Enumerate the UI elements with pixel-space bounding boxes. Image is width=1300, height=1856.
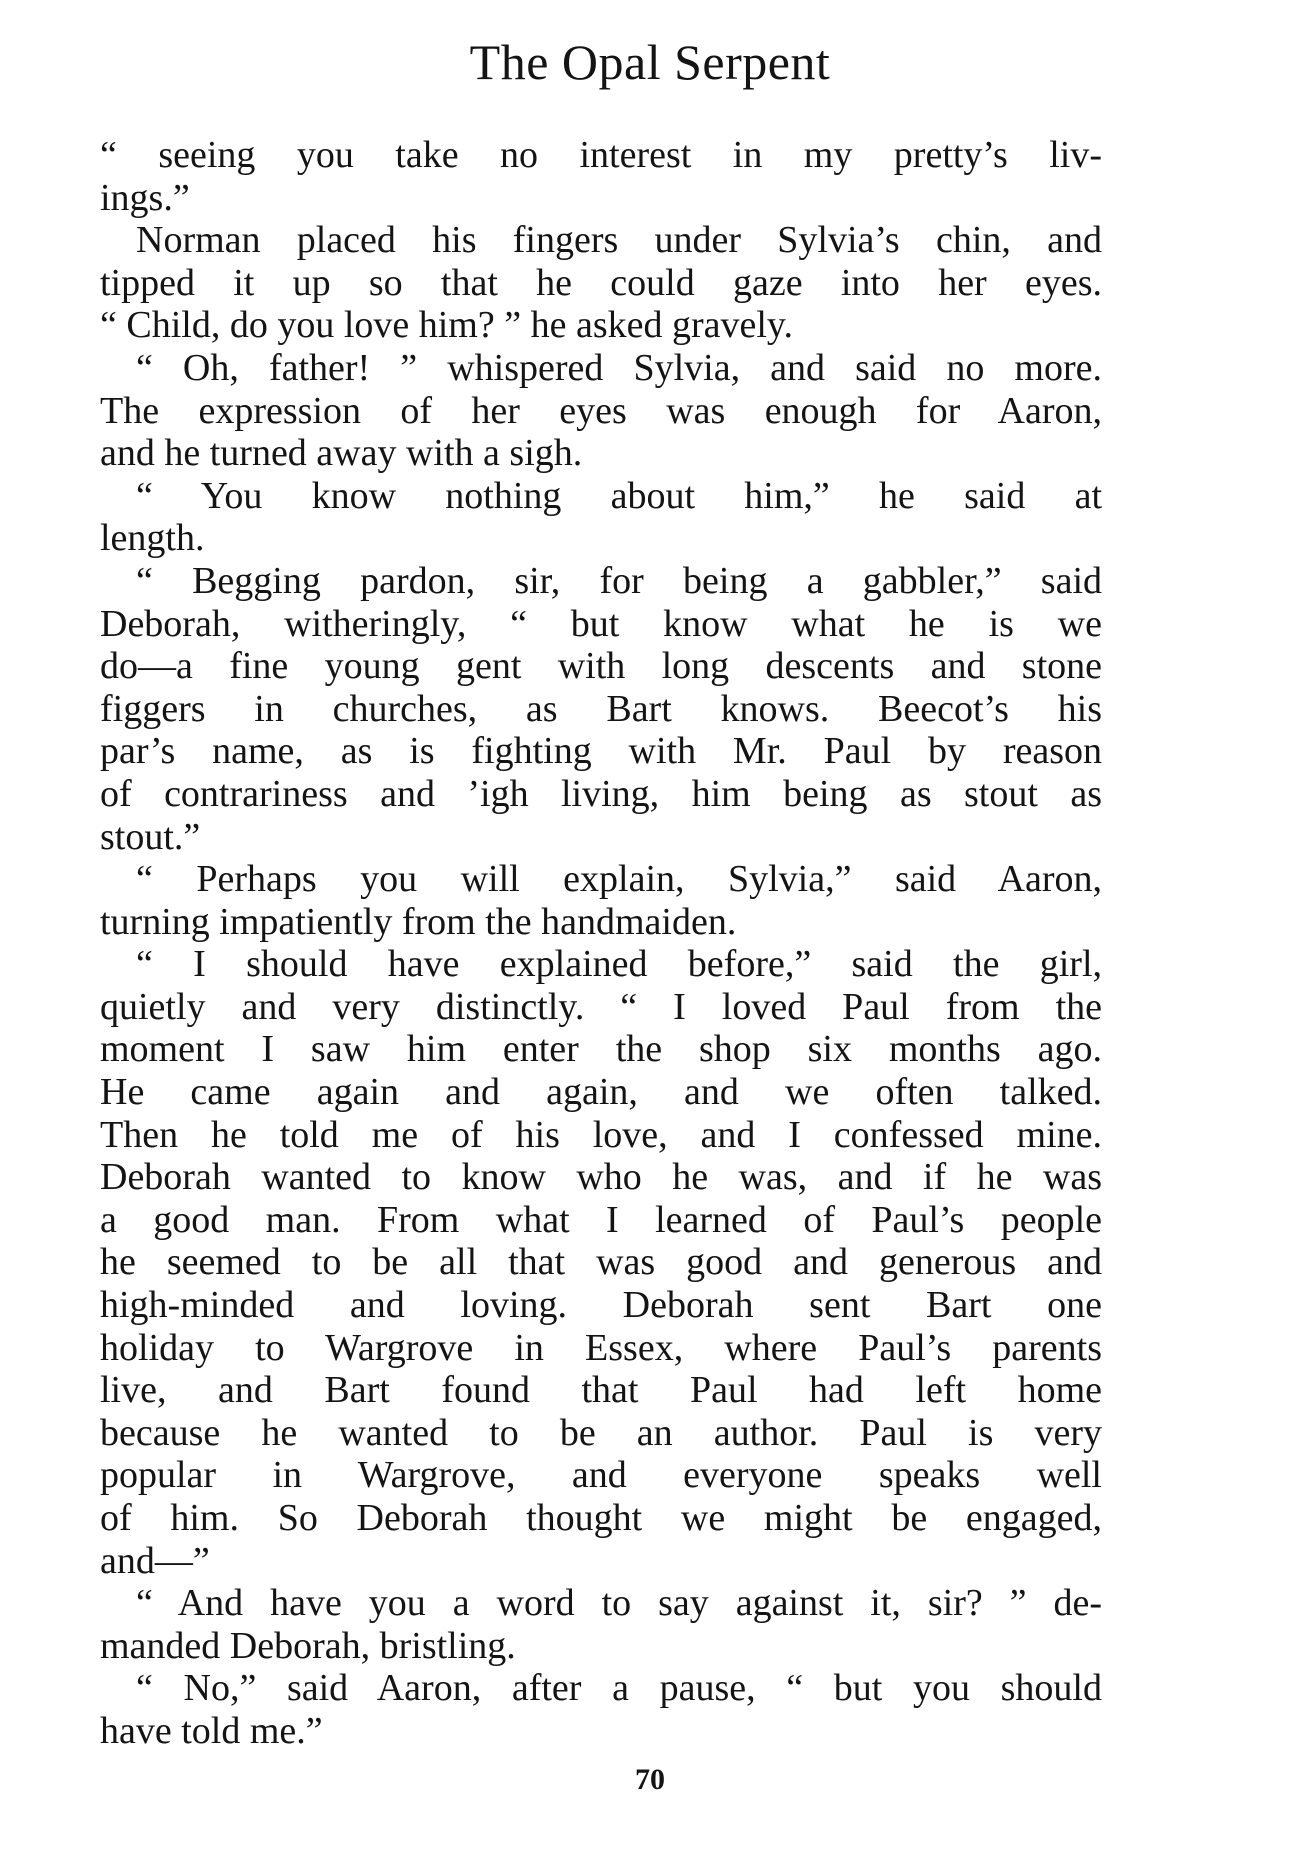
- text-line: stout.”: [100, 815, 201, 858]
- text-line: Norman placed his fingers under Sylvia’s chin, and: [136, 219, 1102, 262]
- text-line: “ Oh, father! ” whispered Sylvia, and said no more.: [136, 346, 1102, 389]
- text-line: do—a fine young gent with long descents and stone: [100, 645, 1102, 688]
- text-line: he seemed to be all that was good and generous and: [100, 1241, 1102, 1284]
- text-line: The expression of her eyes was enough for Aaron,: [100, 389, 1102, 432]
- text-line: Deborah, witheringly, “ but know what he is we: [100, 602, 1102, 645]
- text-line: manded Deborah, bristling.: [100, 1624, 516, 1667]
- text-line: a good man. From what I learned of Paul’s people: [100, 1198, 1102, 1241]
- text-line: “ seeing you take no interest in my pretty’s liv-: [100, 134, 1102, 176]
- text-line: ings.”: [100, 176, 190, 219]
- page-number: 70: [635, 1763, 665, 1796]
- text-line: holiday to Wargrove in Essex, where Paul’s parents: [100, 1326, 1102, 1369]
- text-line: popular in Wargrove, and everyone speaks well: [100, 1454, 1102, 1497]
- text-line: length.: [100, 517, 205, 560]
- text-line: moment I saw him enter the shop six months ago.: [100, 1028, 1102, 1071]
- text-line: high-minded and loving. Deborah sent Bart one: [100, 1284, 1102, 1327]
- text-line: figgers in churches, as Bart knows. Beecot’s his: [100, 687, 1102, 730]
- text-line: quietly and very distinctly. “ I loved Paul from the: [100, 985, 1102, 1028]
- running-title: The Opal Serpent: [469, 34, 831, 90]
- text-line: and he turned away with a sigh.: [100, 432, 583, 475]
- text-line: “ Perhaps you will explain, Sylvia,” said Aaron,: [136, 858, 1102, 901]
- text-line: “ Begging pardon, sir, for being a gabbler,” said: [136, 559, 1102, 602]
- text-line: tipped it up so that he could gaze into her eyes.: [100, 261, 1102, 304]
- text-line: of him. So Deborah thought we might be engaged,: [100, 1497, 1102, 1539]
- text-line: Then he told me of his love, and I confessed mine.: [100, 1113, 1102, 1156]
- body-text: [100, 134, 1102, 1753]
- text-line: “ No,” said Aaron, after a pause, “ but you should: [136, 1667, 1102, 1710]
- text-line: have told me.”: [100, 1709, 323, 1752]
- text-line: of contrariness and ’igh living, him being as stout as: [100, 772, 1102, 815]
- text-line: Deborah wanted to know who he was, and if he was: [100, 1156, 1102, 1199]
- text-line: turning impatiently from the handmaiden.: [100, 900, 737, 943]
- text-line: “ I should have explained before,” said the girl,: [136, 943, 1102, 986]
- text-line: and—”: [100, 1539, 210, 1582]
- text-line: par’s name, as is fighting with Mr. Paul by reason: [100, 730, 1102, 773]
- text-line: “ Child, do you love him? ” he asked gravely.: [100, 304, 793, 347]
- text-line: He came again and again, and we often talked.: [100, 1071, 1102, 1114]
- text-line: “ And have you a word to say against it, sir? ” de-: [136, 1582, 1102, 1625]
- text-line: because he wanted to be an author. Paul is very: [100, 1411, 1102, 1454]
- text-line: “ You know nothing about him,” he said at: [136, 474, 1102, 517]
- text-line: live, and Bart found that Paul had left home: [100, 1369, 1102, 1412]
